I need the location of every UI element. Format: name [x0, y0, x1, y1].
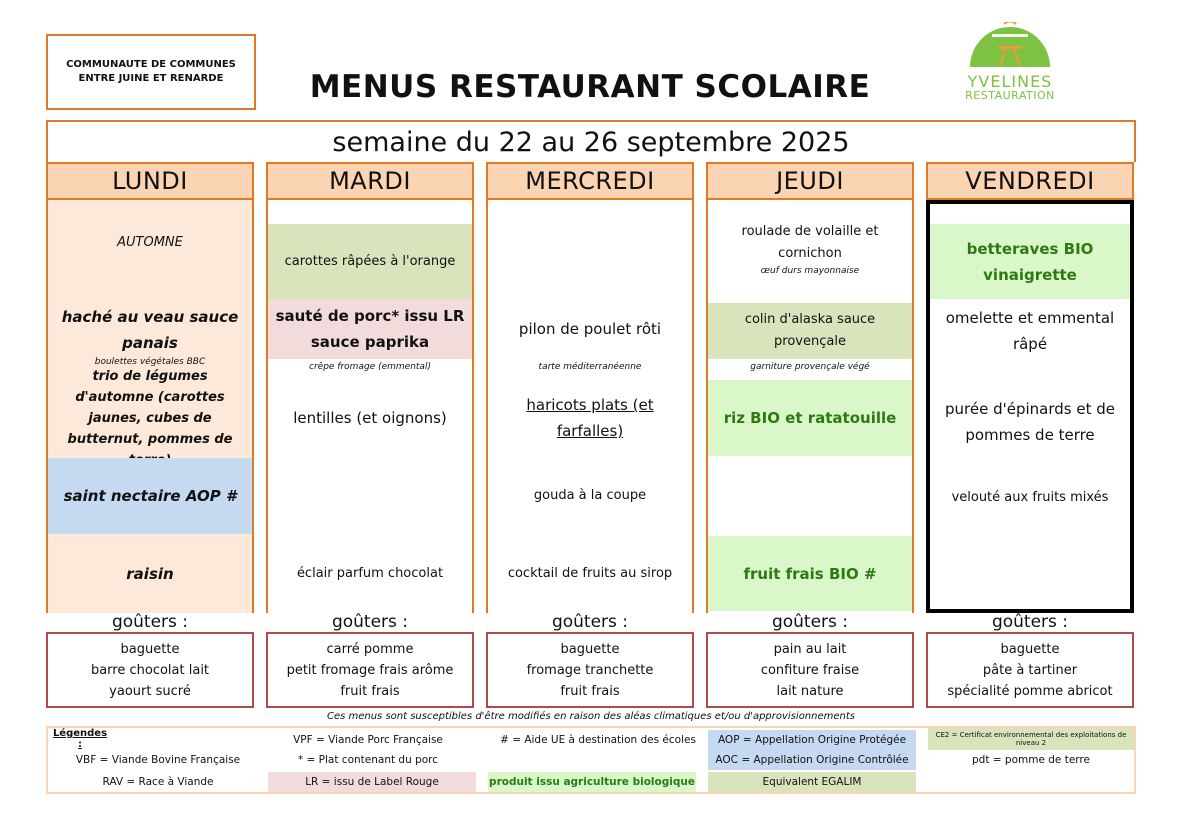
starter: AUTOMNE [117, 234, 183, 250]
side-dish: purée d'épinards et de pommes de terre [945, 400, 1115, 444]
gouter-label: goûters : [111, 612, 189, 632]
main-dish: omelette et emmental râpé [945, 309, 1115, 353]
day-menu [486, 200, 694, 613]
side-dish: lentilles (et oignons) [293, 409, 447, 427]
day-menu [46, 200, 254, 613]
main-dish: colin d'alaska sauce provençale [708, 303, 912, 359]
dairy: velouté aux fruits mixés [951, 490, 1109, 505]
logo-emblem-icon [940, 22, 1080, 72]
legend-box [46, 726, 1136, 794]
legend-ce2: CE2 = Certificat environnemental des exploitations de niveau 2 [928, 728, 1134, 750]
gouter-item: pain au lait [773, 641, 847, 657]
main-alternative: tarte méditerranéenne [538, 362, 642, 372]
yvelines-restauration-logo [940, 22, 1080, 104]
day-header: JEUDI [706, 162, 914, 200]
page-title: MENUS RESTAURANT SCOLAIRE [309, 69, 871, 105]
starter: carottes râpées à l'orange [268, 224, 472, 299]
main-alternative: crêpe fromage (emmental) [309, 362, 431, 372]
gouter-label: goûters : [551, 612, 629, 632]
main-alternative: boulettes végétales BBC [94, 357, 206, 367]
dessert: éclair parfum chocolat [296, 565, 444, 581]
gouter-item: baguette [120, 641, 180, 657]
gouter-item: spécialité pomme abricot [947, 683, 1113, 699]
main-dish: pilon de poulet rôti [518, 320, 662, 338]
dessert: fruit frais BIO # [708, 536, 912, 611]
legend-aop: AOP = Appellation Origine Protégée [708, 730, 916, 750]
gouter-item: fromage tranchette [526, 662, 654, 678]
organization-box [46, 34, 256, 110]
day-header: MARDI [266, 162, 474, 200]
legend-title: Légendes : [52, 728, 108, 750]
dessert [930, 536, 1130, 612]
gouter-box-mardi [266, 632, 474, 708]
gouter-item: yaourt sucré [109, 683, 191, 699]
legend-lr: LR = issu de Label Rouge [268, 772, 476, 792]
legend-rav: RAV = Race à Viande [102, 776, 214, 788]
legend-aoc: AOC = Appellation Origine Contrôlée [708, 750, 916, 770]
dessert: cocktail de fruits au sirop [507, 565, 673, 581]
logo-text-2: RESTAURATION [965, 89, 1055, 102]
gouter-box-mercredi [486, 632, 694, 708]
dairy: gouda à la coupe [533, 488, 647, 503]
day-column-lundi [46, 162, 254, 614]
gouter-item: lait nature [776, 683, 844, 699]
legend-ue: # = Aide UE à destination des écoles [500, 734, 696, 746]
gouter-item: fruit frais [560, 683, 620, 699]
starter [488, 200, 692, 297]
legend-bio: produit issu agriculture biologique [488, 772, 696, 792]
starter-alternative: œuf durs mayonnaise [760, 266, 860, 276]
day-column-mercredi [486, 162, 694, 614]
legend-egalim: Equivalent EGALIM [708, 772, 916, 792]
side-dish: riz BIO et ratatouille [708, 380, 912, 456]
gouter-label: goûters : [991, 612, 1069, 632]
gouter-item: barre chocolat lait [90, 662, 210, 678]
gouter-box-vendredi [926, 632, 1134, 708]
day-header: MERCREDI [486, 162, 694, 200]
main-dish: sauté de porc* issu LR sauce paprika [268, 299, 472, 359]
gouter-box-jeudi [706, 632, 914, 708]
disclaimer-note: Ces menus sont susceptibles d'être modifiés en raison des aléas climatiques et/ou d'approvisionnements [326, 710, 856, 722]
legend-vpf: VPF = Viande Porc Française [293, 734, 443, 746]
gouter-label: goûters : [331, 612, 409, 632]
organization-name: COMMUNAUTE DE COMMUNES ENTRE JUINE ET RENARDE [66, 59, 236, 84]
day-header: LUNDI [46, 162, 254, 200]
legend-pdt: pdt = pomme de terre [972, 754, 1090, 766]
main-course [48, 297, 252, 375]
gouter-item: confiture fraise [760, 662, 860, 678]
starter: roulade de volaille et cornichon [741, 224, 879, 261]
dairy [268, 458, 472, 534]
logo-text-1: YVELINES [967, 72, 1053, 91]
day-menu [706, 200, 914, 613]
starter-block [708, 214, 912, 284]
dairy: saint nectaire AOP # [48, 458, 252, 534]
main-dish: haché au veau sauce panais [61, 308, 239, 352]
main-alternative: garniture provençale végé [750, 362, 870, 372]
side-dish: trio de légumes d'automne (carottes jaunes, cubes de butternut, pommes de [67, 368, 233, 447]
gouter-item: fruit frais [340, 683, 400, 699]
dairy [708, 458, 912, 534]
day-menu [266, 200, 474, 613]
day-header: VENDREDI [926, 162, 1134, 200]
gouter-item: petit fromage frais arôme [286, 662, 454, 678]
gouter-item: baguette [560, 641, 620, 657]
starter: betteraves BIO vinaigrette [930, 224, 1130, 299]
day-column-mardi [266, 162, 474, 614]
gouter-label: goûters : [771, 612, 849, 632]
gouter-item: carré pomme [326, 641, 414, 657]
week-banner: semaine du 22 au 26 septembre 2025 [46, 120, 1136, 162]
side-dish: haricots plats (et farfalles) [526, 396, 654, 440]
day-menu [926, 200, 1134, 613]
legend-porc: * = Plat contenant du porc [297, 754, 439, 766]
day-column-jeudi [706, 162, 914, 614]
day-column-vendredi [926, 162, 1134, 614]
dessert: raisin [126, 564, 174, 583]
legend-vbf: VBF = Viande Bovine Française [75, 754, 241, 766]
gouter-item: baguette [1000, 641, 1060, 657]
gouter-item: pâte à tartiner [982, 662, 1078, 678]
gouter-box-lundi [46, 632, 254, 708]
